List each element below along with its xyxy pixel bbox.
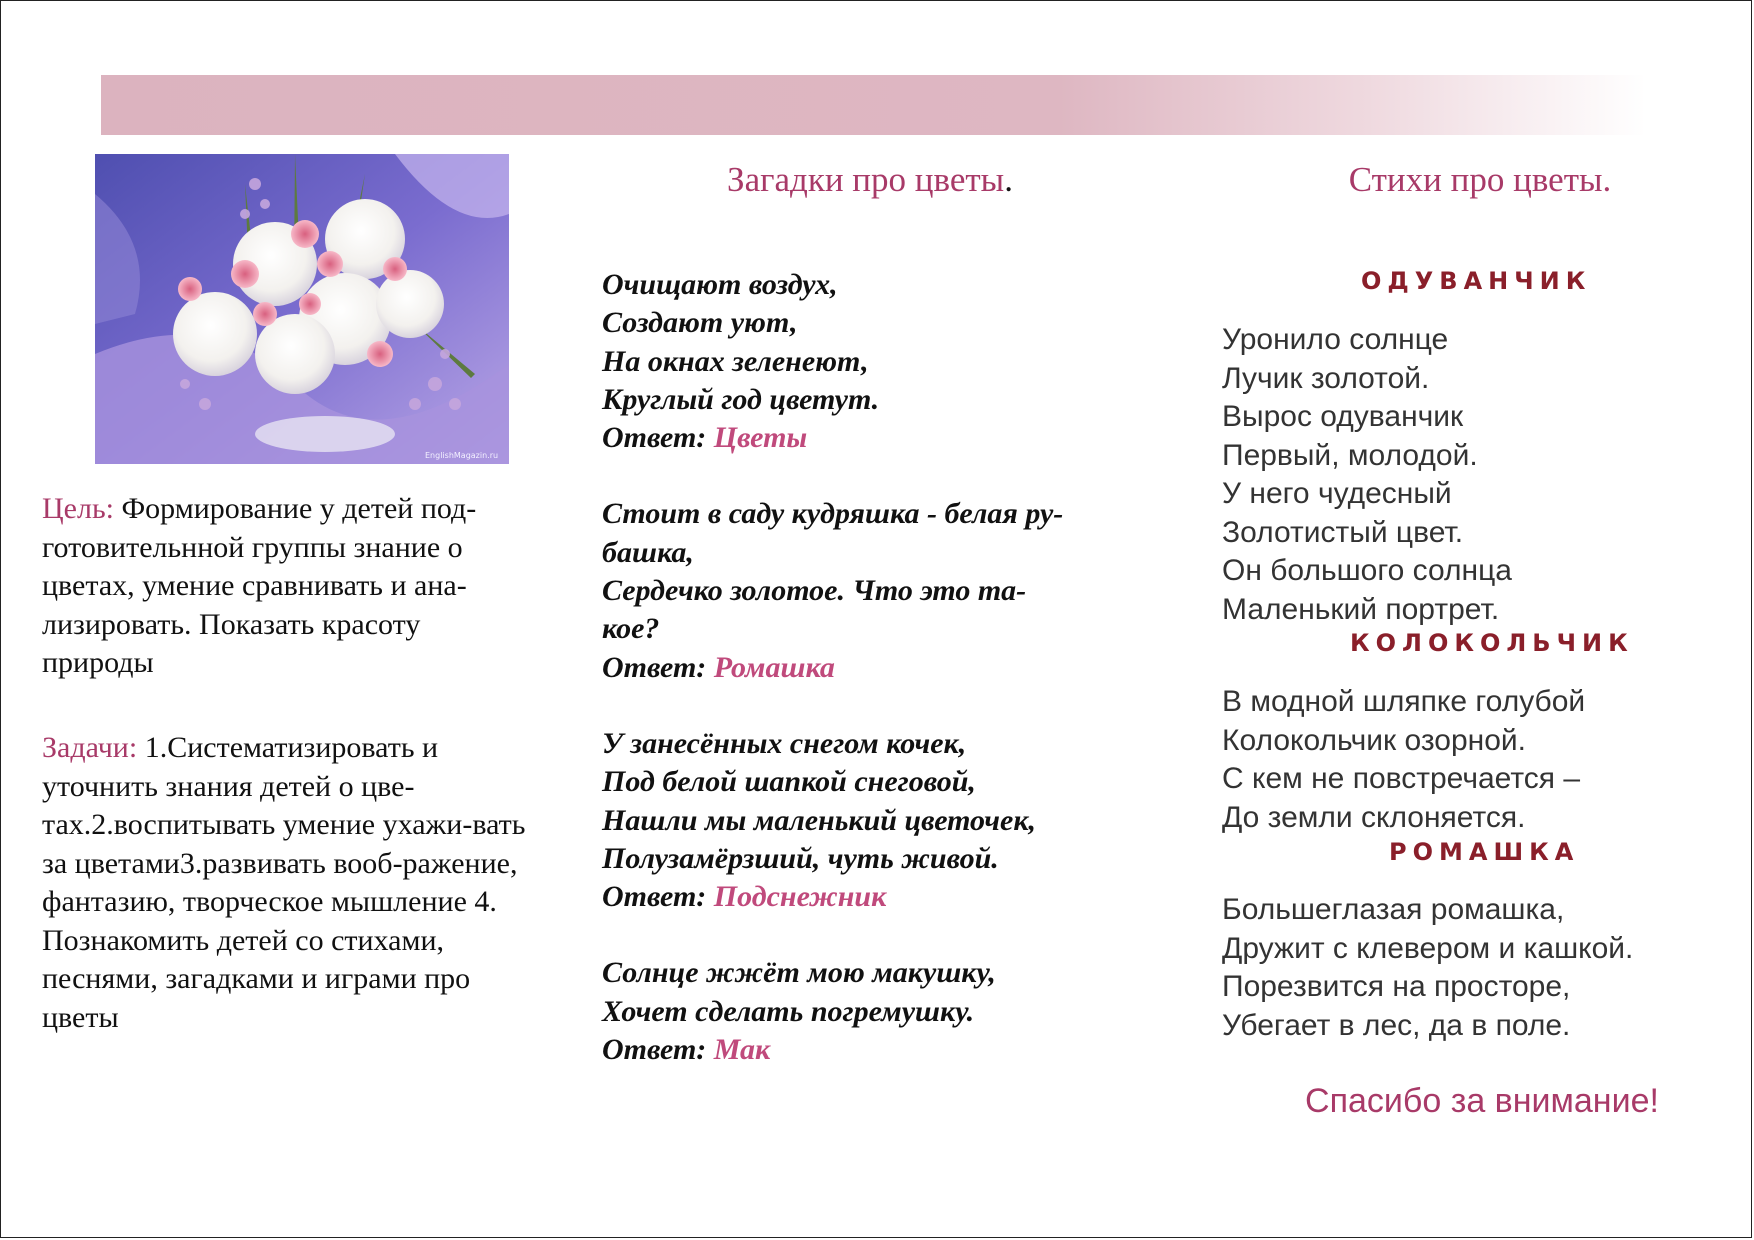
riddle-1 bbox=[602, 266, 1122, 457]
riddle-4 bbox=[602, 954, 1122, 1069]
bouquet-photo bbox=[95, 154, 509, 464]
poems-title: Стихи про цветы. bbox=[1348, 160, 1612, 199]
riddle-answer: Ответ: Подснежник bbox=[602, 880, 887, 914]
riddle-line: Круглый год цветут. bbox=[602, 382, 880, 416]
riddle-line: Солнце жжёт мою макушку, bbox=[602, 956, 996, 990]
goal-paragraph bbox=[42, 490, 532, 683]
tasks-paragraph bbox=[42, 729, 532, 1037]
tasks-text: 1.Систематизировать и уточнить знания детей о цве-тах.2.воспитывать умение ухажи-вать за цветами3.развивать вооб-ражение, фантазию, творческое мышление 4. Познакомить детей со стихами, песнями, загадками и играми про цветы bbox=[42, 731, 526, 1034]
riddle-2 bbox=[602, 495, 1122, 686]
poem-dandelion: Уронило солнце Лучик золотой. Вырос одуванчик Первый, молодой. У него чудесный Золотистый цвет. Он большого солнца Маленький портрет. bbox=[1222, 323, 1512, 626]
riddles-title: Загадки про цветы. bbox=[727, 160, 1013, 199]
poem-title-bluebell: КОЛОКОЛЬЧИК bbox=[1350, 629, 1634, 657]
photo-watermark: EnglishMagazin.ru bbox=[425, 451, 499, 460]
riddle-line: Нашли мы маленький цветочек, bbox=[602, 803, 1037, 837]
tasks-label: Задачи: bbox=[42, 731, 138, 764]
riddle-answer: Ответ: Цветы bbox=[602, 421, 808, 455]
riddle-line: Хочет сделать погремушку. bbox=[602, 994, 975, 1028]
thanks-text: Спасибо за внимание! bbox=[1305, 1082, 1659, 1120]
riddle-line: На окнах зеленеют, bbox=[602, 344, 869, 378]
riddle-line: Стоит в саду кудряшка - белая ру- bbox=[602, 497, 1064, 531]
riddles-list bbox=[602, 266, 1122, 1107]
header-banner bbox=[101, 75, 1646, 135]
riddle-line: Создают уют, bbox=[602, 306, 798, 340]
riddle-line: У занесённых снегом кочек, bbox=[602, 726, 967, 760]
bouquet-illustration bbox=[95, 154, 509, 464]
riddle-answer: Ответ: Ромашка bbox=[602, 650, 835, 684]
riddle-line: Полузамёрзший, чуть живой. bbox=[602, 841, 999, 875]
riddle-line: башка, bbox=[602, 535, 694, 569]
goal-text: Формирование у детей под-готовительнной группы знание о цветах, умение сравнивать и ана-лизировать. Показать красоту природы bbox=[42, 492, 477, 679]
goal-label: Цель: bbox=[42, 492, 114, 525]
poem-title-dandelion: ОДУВАНЧИК bbox=[1361, 267, 1592, 295]
riddle-answer: Ответ: Мак bbox=[602, 1033, 771, 1067]
riddle-line: Под белой шапкой снеговой, bbox=[602, 765, 976, 799]
poem-title-chamomile: РОМАШКА bbox=[1389, 838, 1580, 866]
riddle-line: кое? bbox=[602, 612, 660, 646]
riddle-line: Очищают воздух, bbox=[602, 268, 838, 301]
riddle-line: Сердечко золотое. Что это та- bbox=[602, 574, 1027, 608]
poem-chamomile: Большеглазая ромашка, Дружит с клевером и кашкой. Порезвится на просторе, Убегает в лес, да в поле. bbox=[1222, 893, 1634, 1042]
riddle-3 bbox=[602, 725, 1122, 916]
poem-bluebell: В модной шляпке голубой Колокольчик озорной. С кем не повстречается – До земли склоняется. bbox=[1222, 685, 1586, 834]
